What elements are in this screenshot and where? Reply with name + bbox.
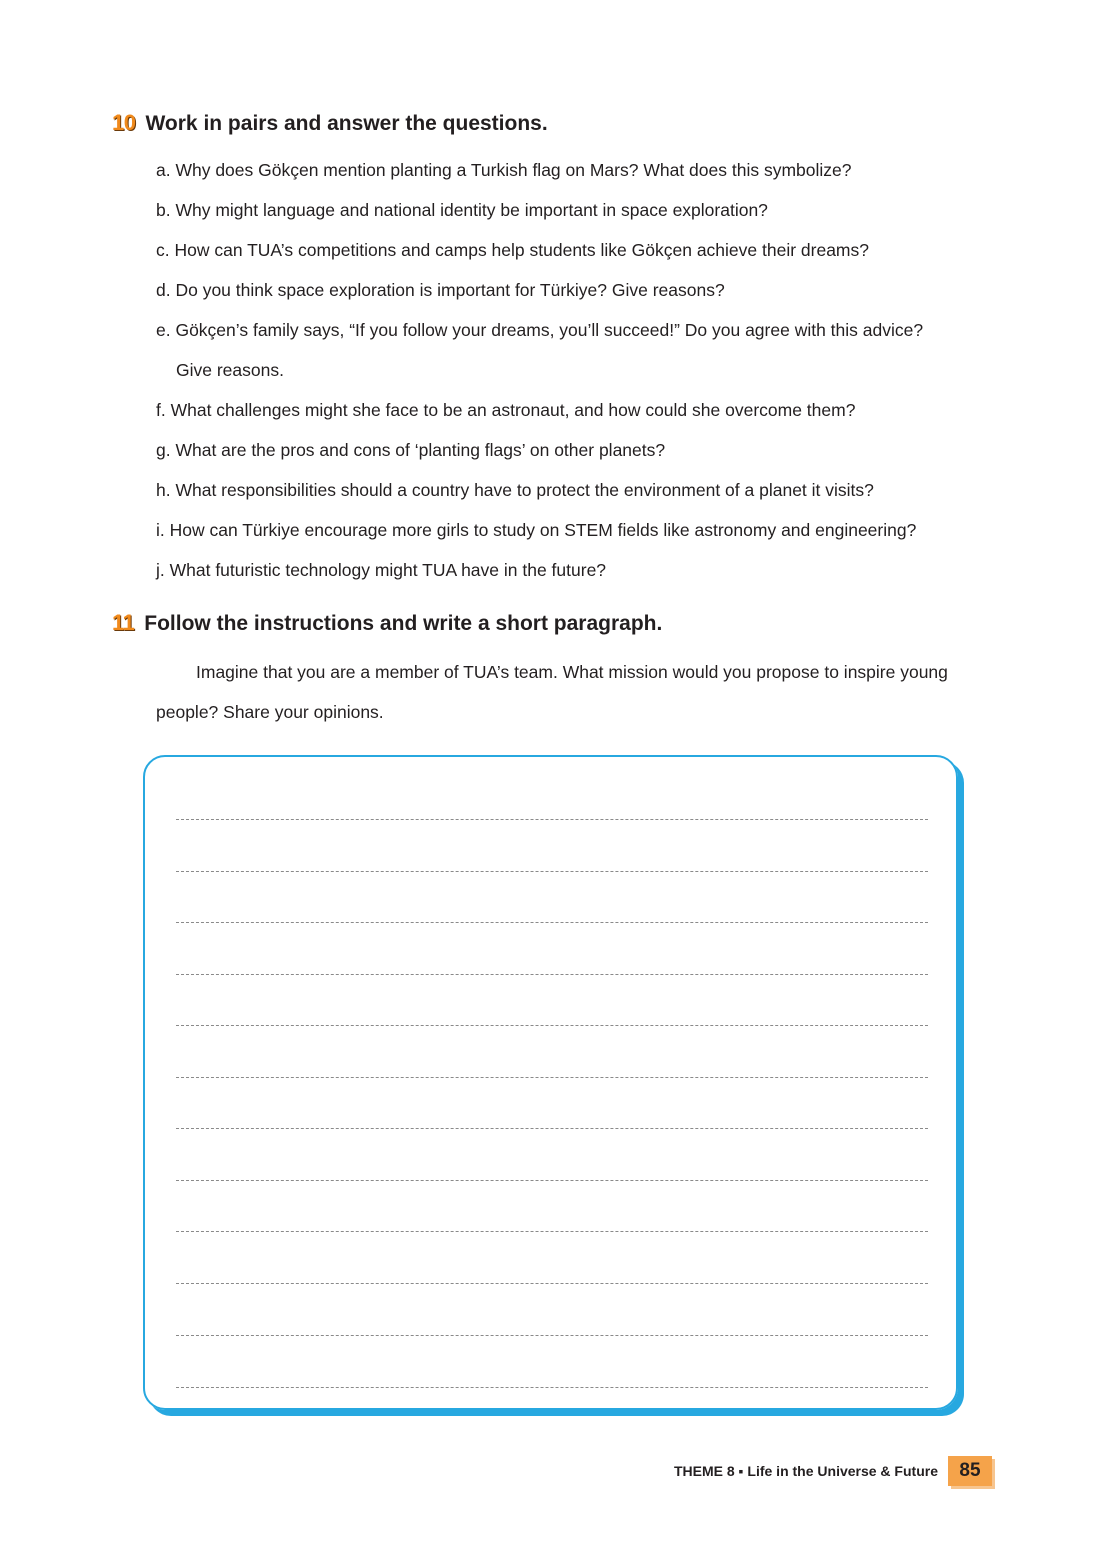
writing-line[interactable] (176, 1128, 928, 1129)
exercise-title: Work in pairs and answer the questions. (145, 112, 548, 135)
exercise-number: 11 (112, 610, 135, 635)
question-f: f. What challenges might she face to be an astronaut, and how could she overcome them? (156, 400, 856, 420)
writing-line[interactable] (176, 1387, 928, 1388)
question-g: g. What are the pros and cons of ‘planting flags’ on other planets? (156, 440, 666, 460)
writing-line[interactable] (176, 1025, 928, 1026)
instructions-paragraph (156, 652, 996, 732)
writing-line[interactable] (176, 1180, 928, 1181)
question-list (156, 150, 986, 590)
question-e-continued: Give reasons. (176, 360, 284, 380)
writing-line[interactable] (176, 1231, 928, 1232)
writing-line[interactable] (176, 974, 928, 975)
exercise-number: 10 (112, 110, 136, 135)
question-a: a. Why does Gökçen mention planting a Turkish flag on Mars? What does this symbolize? (156, 160, 852, 180)
question-h: h. What responsibilities should a country have to protect the environment of a planet it visits? (156, 480, 874, 500)
question-e: e. Gökçen’s family says, “If you follow your dreams, you’ll succeed!” Do you agree with this advice? (156, 320, 924, 340)
exercise-11-heading (112, 610, 662, 636)
writing-line[interactable] (176, 819, 928, 820)
theme-label: THEME 8 ▪ Life in the Universe & Future (673, 1463, 938, 1479)
writing-line[interactable] (176, 871, 928, 872)
question-i: i. How can Türkiye encourage more girls to study on STEM fields like astronomy and engineering? (156, 520, 917, 540)
question-b: b. Why might language and national identity be important in space exploration? (156, 200, 768, 220)
exercise-title: Follow the instructions and write a short paragraph. (144, 612, 663, 635)
writing-line[interactable] (176, 922, 928, 923)
page-footer (674, 1456, 992, 1486)
writing-line[interactable] (176, 1335, 928, 1336)
writing-box[interactable] (143, 755, 958, 1410)
question-c: c. How can TUA’s competitions and camps help students like Gökçen achieve their dreams? (156, 240, 869, 260)
writing-line[interactable] (176, 1283, 928, 1284)
question-j: j. What futuristic technology might TUA have in the future? (156, 560, 607, 580)
page-number: 85 (948, 1456, 992, 1486)
instructions-text: Imagine that you are a member of TUA’s team. What mission would you propose to inspire young people? Share your opinions. (156, 662, 948, 722)
question-d: d. Do you think space exploration is important for Türkiye? Give reasons? (156, 280, 725, 300)
writing-line[interactable] (176, 1077, 928, 1078)
exercise-10-heading (112, 110, 548, 136)
